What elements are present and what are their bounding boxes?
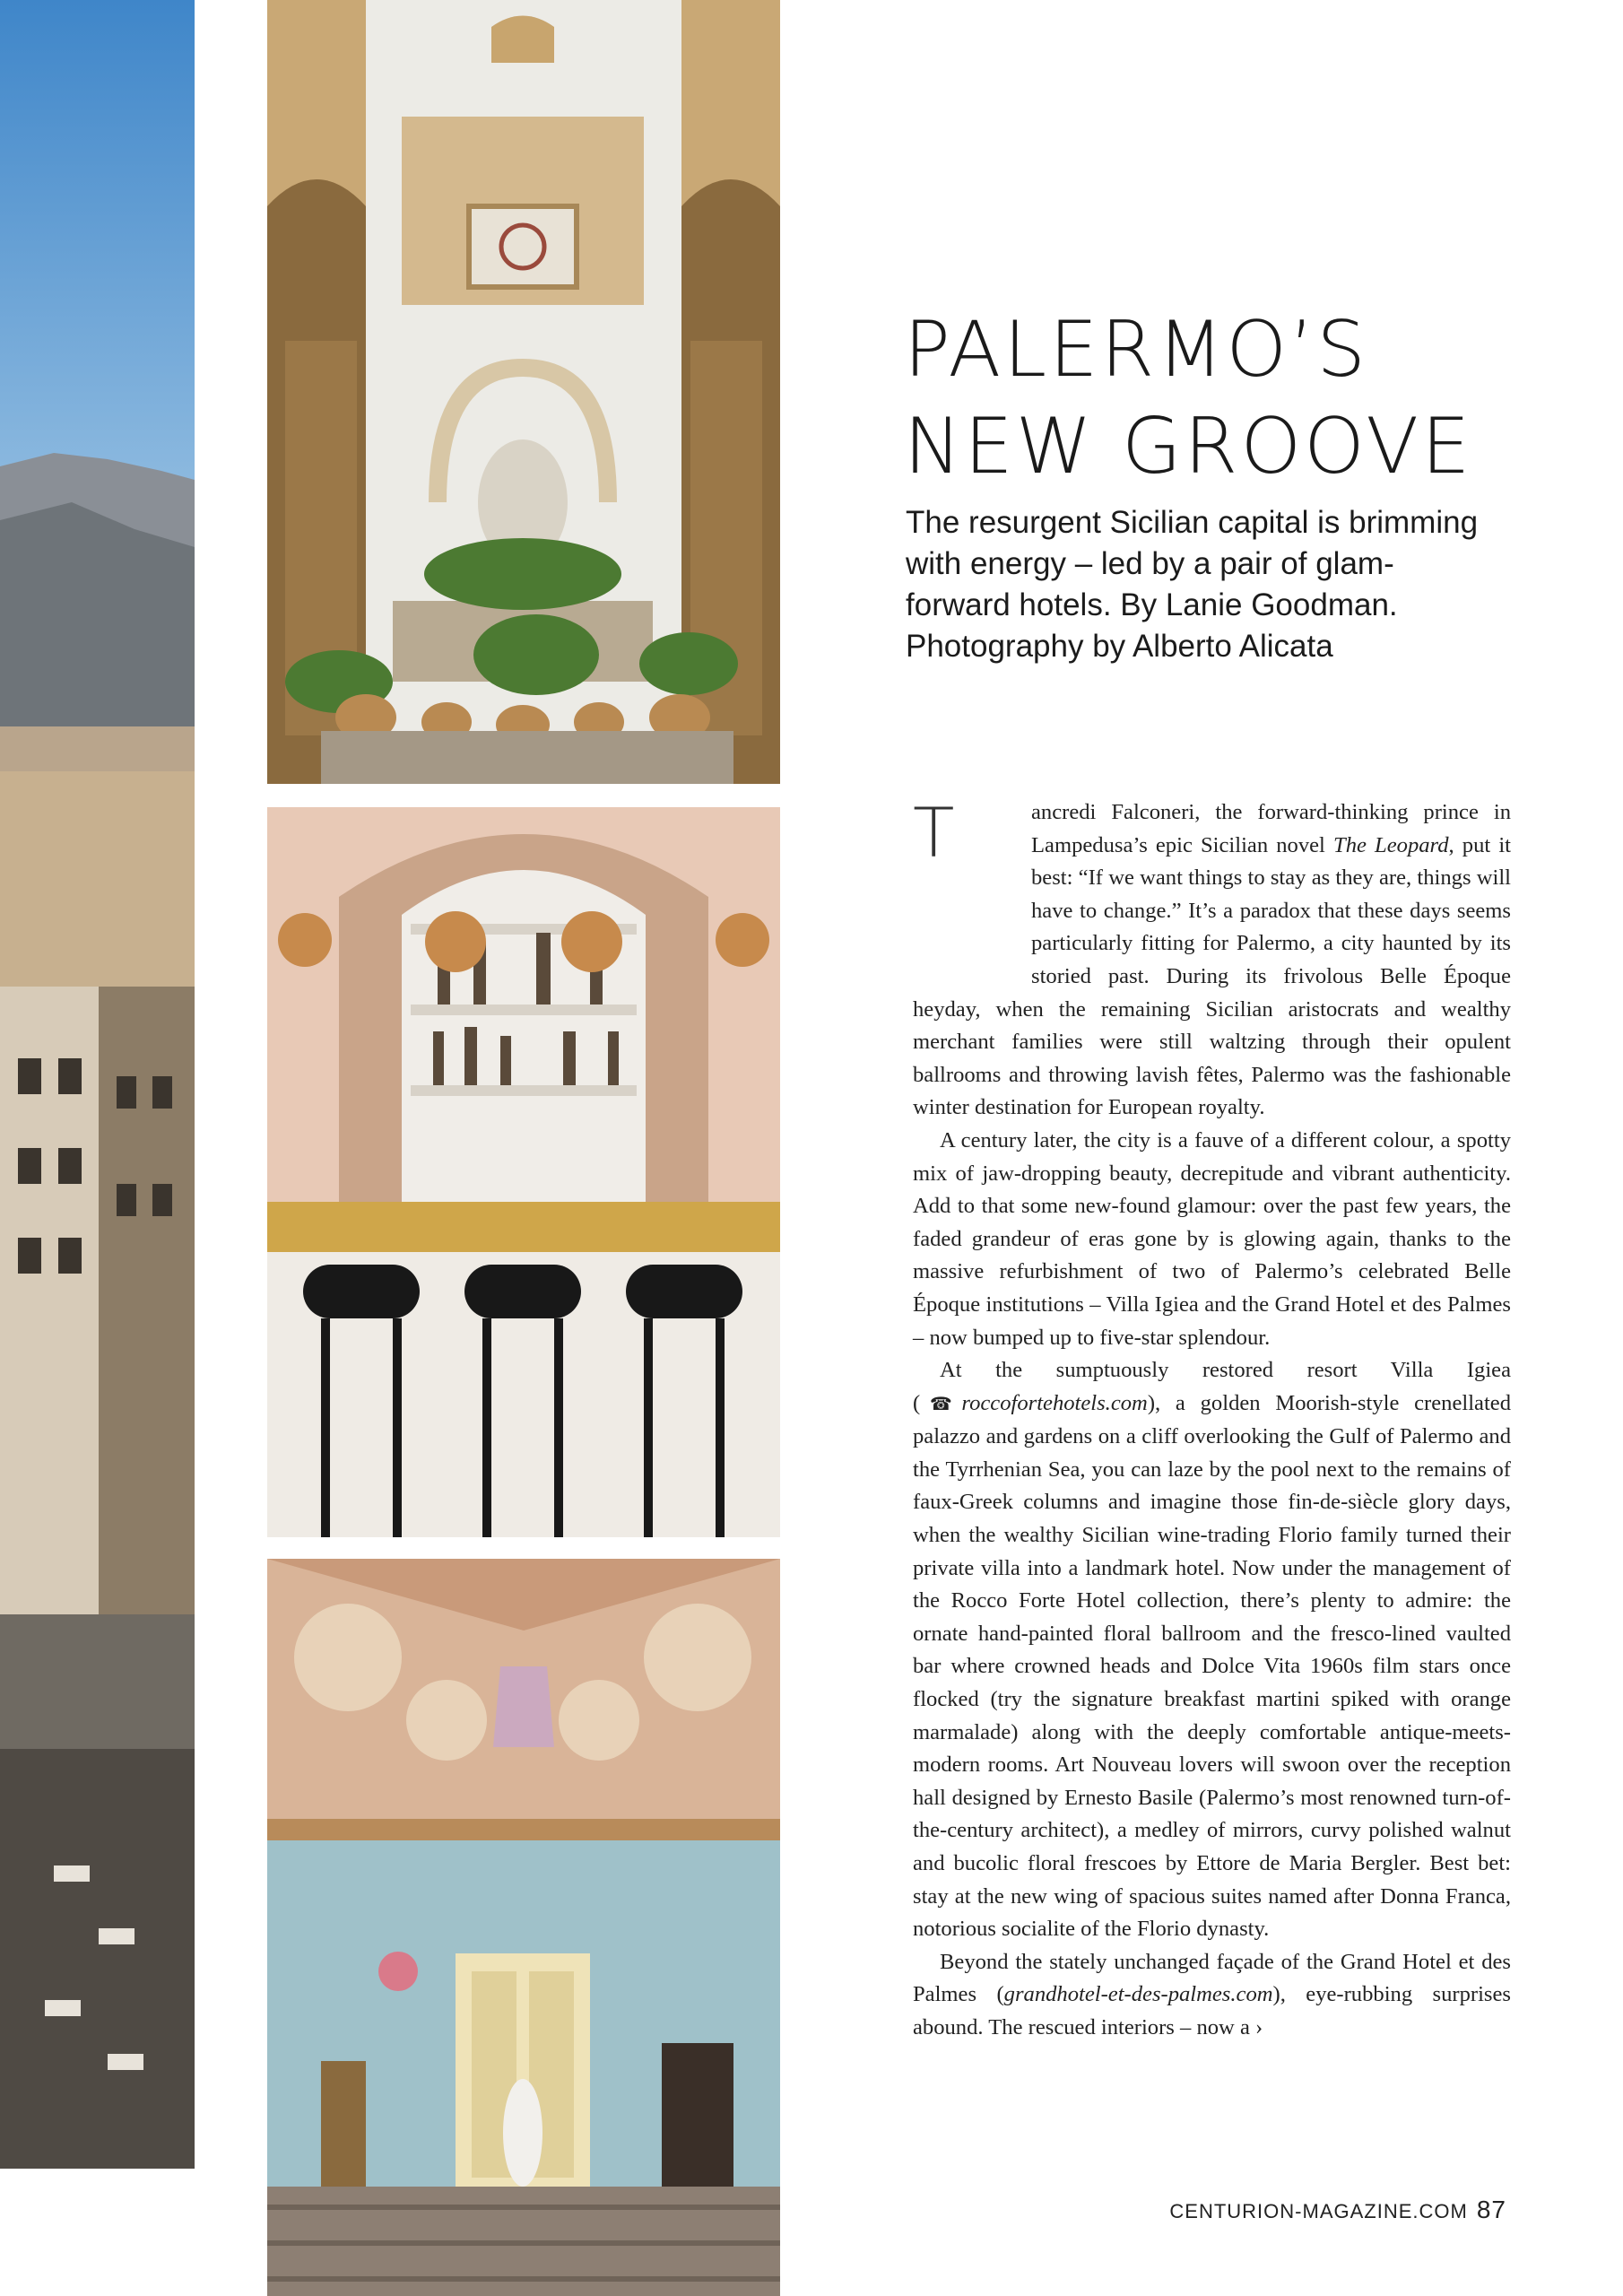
paragraph-1-text-rest: , put it best: “If we want things to stay as they are, things will have to change.” It’s a paradox that these days seems particularly fitting for Palermo, a city haunted by its storied past. During its frivolous Belle Époque heyday, when the remaining Sicilian aristocrats and wealthy merchant families were still waltzing through their opulent ballrooms and throwing lavish fêtes, Palermo was the fashionable winter destination for European royalty. (913, 832, 1511, 1120)
paragraph-4 (913, 1946, 1511, 2045)
phone-icon: ☎ (920, 1394, 962, 1414)
frescoed-salon-photo (267, 1559, 780, 2296)
paragraph-4-text-a: Beyond the stately unchanged façade of the Grand Hotel et des Palmes ( (913, 1949, 1511, 2007)
paragraph-3-text-a: At the sumptuously restored resort Villa Igiea ( (913, 1358, 1511, 1415)
book-title: The Leopard (1333, 832, 1449, 857)
paragraph-4-text-b: ), eye-rubbing surprises abound. The rescued interiors – now a › (913, 1982, 1511, 2039)
rocco-forte-link[interactable]: roccofortehotels.com (961, 1390, 1148, 1415)
paragraph-3 (913, 1354, 1511, 1946)
paragraph-2: A century later, the city is a fauve of a different colour, a spotty mix of jaw-dropping beauty, decrepitude and vibrant authenticity. Add to that some new-found glamour: over the past few years, the faded grandeur of eras gone by is glowing again, thanks to the massive refurbishment of two of Palermo’s celebrated Belle Époque institutions – Villa Igiea and the Grand Hotel et des Palmes – now bumped up to five-star splendour. (913, 1127, 1511, 1350)
page-footer (1166, 2196, 1506, 2224)
drop-cap: T (913, 793, 955, 873)
grand-hotel-link[interactable]: grandhotel-et-des-palmes.com (1003, 1982, 1273, 2007)
article-body (913, 793, 1512, 2045)
page-number: 87 (1476, 2196, 1506, 2223)
city-view-photo-strip (0, 0, 195, 2169)
article-standfirst: The resurgent Sicilian capital is brimming with energy – led by a pair of glam-forward hotels. By Lanie Goodman. Photography by Alberto Alicata (906, 505, 1479, 664)
article-headline (904, 301, 1567, 495)
headline-line-2: NEW GROOVE (904, 402, 1473, 491)
paragraph-3-text-b: ), a golden Moorish-style crenellated palazzo and gardens on a cliff overlooking the Gulf of Palermo and the Tyrrhenian Sea, you can laze by the pool next to the remains of faux-Greek columns and imagine those fin-de-siècle glory days, when the wealthy Sicilian wine-trading Florio family turned their private villa into a landmark hotel. Now under the management of the Rocco Forte Hotel collection, there’s plenty to admire: the ornate hand-painted floral ballroom and the fresco-lined vaulted bar where crowned heads and Dolce Vita 1960s film stars once flocked (try the signature breakfast martini spiked with orange marmalade) along with the deeply comfortable antique-meets-modern rooms. Art Nouveau lovers will swoon over the reception hall designed by Ernesto Basile (Palermo’s most renowned turn-of-the-century architect), a medley of mirrors, curvy polished walnut and bucolic floral frescoes by Ettore de Maria Bergler. Best bet: stay at the new wing of spacious suites named after Donna Franca, notorious socialite of the Florio dynasty. (913, 1390, 1512, 1942)
footer-site: CENTURION-MAGAZINE.COM (1169, 2200, 1468, 2222)
paragraph-1 (913, 793, 1511, 1125)
paragraph-1-text: ancredi Falconeri, the forward-thinking prince in Lampedusa’s epic Sicilian novel (1031, 800, 1511, 857)
headline-line-1: PALERMO’S (904, 305, 1369, 395)
hotel-bar-photo (267, 807, 780, 1537)
courtyard-fountain-photo (267, 0, 780, 784)
